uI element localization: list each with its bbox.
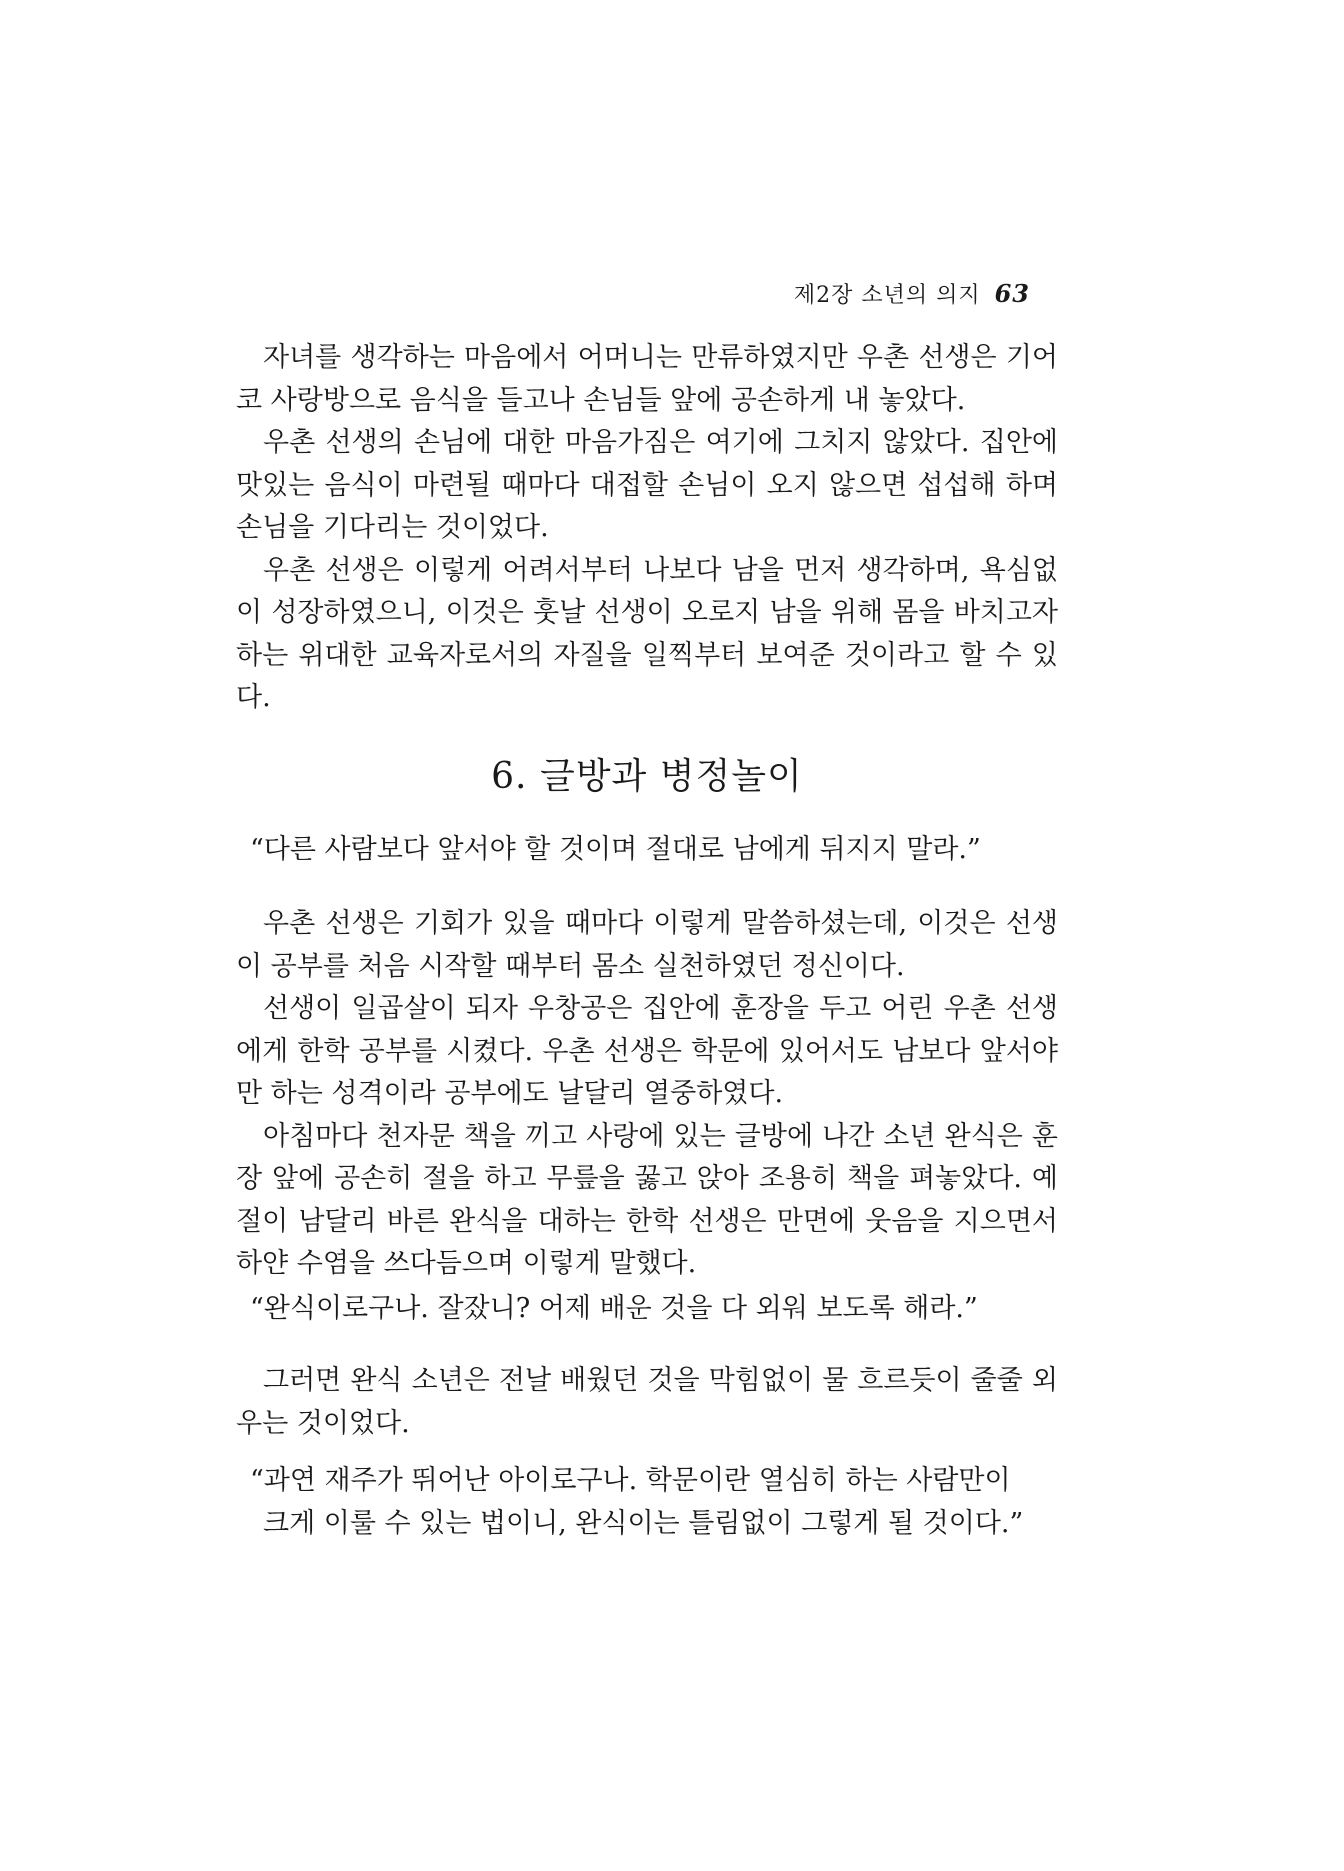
page-number: 63 — [994, 279, 1030, 308]
paragraph: 그러면 완식 소년은 전날 배웠던 것을 막힘없이 물 흐르듯이 줄줄 외우는 것이었다. — [236, 1365, 1058, 1439]
running-header — [794, 278, 1030, 309]
paragraph: 우촌 선생은 기회가 있을 때마다 이렇게 말씀하셨는데, 이것은 선생이 공부를 처음 시작할 때부터 몸소 실천하였던 정신이다. — [236, 908, 1058, 982]
section-2-text-after — [236, 1360, 1058, 1445]
chapter-title: 제2장 소년의 의지 — [793, 283, 981, 308]
quote-block — [236, 1288, 1058, 1331]
quote-line: 크게 이룰 수 있는 법이니, 완식이는 틀림없이 그렇게 될 것이다.” — [263, 1507, 1024, 1539]
section-2-text — [236, 903, 1058, 1286]
paragraph: 자녀를 생각하는 마음에서 어머니는 만류하였지만 우촌 선생은 기어코 사랑방으로 음식을 들고나 손님들 앞에 공손하게 내 놓았다. — [236, 342, 1058, 416]
quote: “다른 사람보다 앞서야 할 것이며 절대로 남에게 뒤지지 말라.” — [250, 834, 981, 865]
section-1-text — [236, 337, 1058, 720]
section-heading: 6. 글방과 병정놀이 — [491, 756, 803, 797]
quote-block — [236, 829, 1058, 872]
quote-block — [236, 1460, 1058, 1545]
quote-line: “과연 재주가 뛰어난 아이로구나. 학문이란 열심히 하는 사람만이 — [250, 1465, 1011, 1496]
quote: “완식이로구나. 잘잤니? 어제 배운 것을 다 외워 보도록 해라.” — [250, 1293, 978, 1324]
paragraph: 아침마다 천자문 책을 끼고 사랑에 있는 글방에 나간 소년 완식은 훈장 앞에 공손히 절을 하고 무릎을 꿇고 앉아 조용히 책을 펴놓았다. 예절이 남달리 바른 완식을 대하는 한학 선생은 만면에 웃음을 지으면서 하얀 수염을 쓰다듬으며 이렇게 말했다. — [236, 1120, 1058, 1279]
paragraph: 우촌 선생은 이렇게 어려서부터 나보다 남을 먼저 생각하며, 욕심없이 성장하였으니, 이것은 훗날 선생이 오로지 남을 위해 몸을 바치고자 하는 위대한 교육자로서의 자질을 일찍부터 보여준 것이라고 할 수 있다. — [236, 554, 1058, 713]
paragraph: 우촌 선생의 손님에 대한 마음가짐은 여기에 그치지 않았다. 집안에 맛있는 음식이 마련될 때마다 대접할 손님이 오지 않으면 섭섭해 하며 손님을 기다리는 것이었다. — [236, 427, 1058, 543]
paragraph: 선생이 일곱살이 되자 우창공은 집안에 훈장을 두고 어린 우촌 선생에게 한학 공부를 시켰다. 우촌 선생은 학문에 있어서도 남보다 앞서야만 하는 성격이라 공부에도 날달리 열중하였다. — [236, 993, 1058, 1109]
